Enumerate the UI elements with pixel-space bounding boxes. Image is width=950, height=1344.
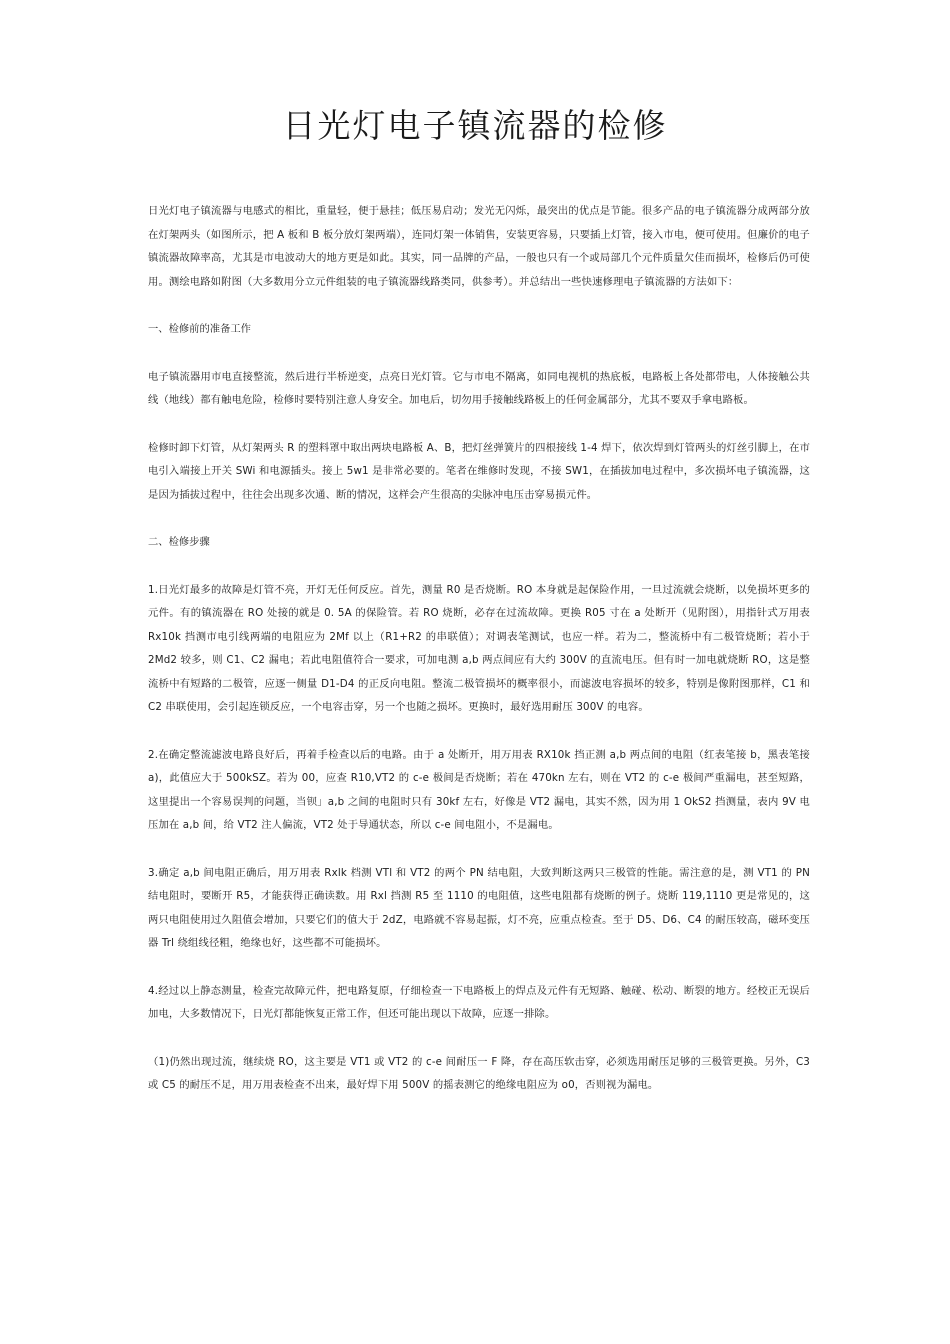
intro-paragraph: 日光灯电子镇流器与电感式的相比，重量轻，便于悬挂；低压易启动；发光无闪烁，最突出的优点是节能。很多产品的电子镇流器分成两部分放在灯架两头（如图所示，把 A 板和 B 板分放灯架两端），连同灯架一体销售，安装更容易，只要插上灯管，接入市电，便可使用。但廉价的电子镇流器故障率高，尤其是市电波动大的地方更是如此。其实，同一品牌的产品，一般也只有一个或局部几个元件质量欠佳而损坏，检修后仍可使用。测绘电路如附图（大多数用分立元件组装的电子镇流器线路类同，供参考）。并总结出一些快速修理电子镇流器的方法如下： <box>148 205 810 288</box>
preparation-paragraph-2: 检修时卸下灯管，从灯架两头 R 的塑料罩中取出两块电路板 A、B，把灯丝弹簧片的四根接线 1-4 焊下，依次焊到灯管两头的灯丝引脚上，在市电引入端接上开关 SWi 和电源插头。接上 5w1 是非常必要的。笔者在维修时发现，不接 SW1，在插拔加电过程中，多次损坏电子镇流器，这是因为插拔过程中，往往会出现多次通、断的情况，这样会产生很高的尖脉冲电压击穿易损元件。 <box>148 441 811 501</box>
fault-1-paragraph: （1)仍然出现过流，继续烧 RO，这主要是 VT1 或 VT2 的 c-e 间耐压一 F 降，存在高压软击穿，必须选用耐压足够的三极管更换。另外，C3 或 C5 的耐压不足，用万用表检查不出来，最好焊下用 500V 的摇表测它的绝缘电阻应为 o0，否则视为漏电。 <box>148 1055 810 1091</box>
section-heading-steps: 二、检修步骤 <box>148 536 210 548</box>
step-2-paragraph: 2.在确定整流滤波电路良好后，再着手检查以后的电路。由于 a 处断开，用万用表 RX10k 挡正测 a,b 两点间的电阻（红表笔接 b，黑表笔接 a)，此值应大于 500kSZ。若为 00，应查 R10,VT2 的 c-e 极间是否烧断；若在 470kn 左右，则在 VT2 的 c-e 极间严重漏电，甚至短路，这里提出一个容易误判的问题，当钡」a,b 之间的电阻时只有 30kf 左右，好像是 VT2 漏电，其实不然，因为用 1 OkS2 挡测量，表内 9V 电压加在 a,b 间，给 VT2 注人偏流，VT2 处于导通状态，所以 c-e 间电阻小，不是漏电。 <box>148 748 810 831</box>
step-3-paragraph: 3.确定 a,b 间电阻正确后，用万用表 Rxlk 档测 VTl 和 VT2 的两个 PN 结电阻，大致判断这两只三极管的性能。需注意的是，测 VT1 的 PN 结电阻时，要断开 R5，才能获得正确读数。用 Rxl 挡测 R5 至 1110 的电阻值，这些电阻都有烧断的例子。烧断 119,1110 更是常见的，这两只电阻使用过久阻值会增加，只要它们的值大于 2dZ，电路就不容易起振，灯不亮，应重点检查。至于 D5、D6、C4 的耐压较高，磁环变压器 Trl 绕组线径粗，绝缘也好，这些都不可能损坏。 <box>148 866 810 949</box>
document-body <box>148 200 810 1122</box>
section-heading-preparation: 一、检修前的准备工作 <box>148 323 251 335</box>
preparation-paragraph-1: 电子镇流器用市电直接整流，然后进行半桥逆变，点亮日光灯管。它与市电不隔离，如同电视机的热底板，电路板上各处都带电，人体接触公共线（地线）都有触电危险，检修时要特别注意人身安全。加电后，切勿用手接触线路板上的任何金属部分，尤其不要双手拿电路板。 <box>148 370 810 406</box>
document-title: 日光灯电子镇流器的检修 <box>282 106 668 145</box>
step-4-paragraph: 4.经过以上静态测量，检查完故障元件，把电路复原，仔细检查一下电路板上的焊点及元件有无短路、触碰、松动、断裂的地方。经校正无误后加电，大多数情况下，日光灯都能恢复正常工作，但还可能出现以下故障，应逐一排除。 <box>148 984 810 1020</box>
step-1-paragraph: 1.日光灯最多的故障是灯管不亮，开灯无任何反应。首先，测量 R0 是否烧断。RO 本身就是起保险作用，一旦过流就会烧断，以免损坏更多的元件。有的镇流器在 RO 处接的就是 0. 5A 的保险管。若 RO 烧断，必存在过流故障。更换 R05 寸在 a 处断开（见附图），用指针式万用表 Rx10k 挡测市电引线两端的电阻应为 2Mf 以上（R1+R2 的串联值）；对调表笔测试，也应一样。若为二，整流桥中有二极管烧断；若小于 2Md2 较多，则 C1、C2 漏电；若此电阻值符合一要求，可加电测 a,b 两点间应有大约 300V 的直流电压。但有时一加电就烧断 RO，这是整流桥中有短路的二极管，应逐一侧量 D1-D4 的正反向电阻。整流二极管损坏的概率很小，而滤波电容损坏的较多，特别是像附图那样，C1 和 C2 串联使用，会引起连锁反应，一个电容击穿，另一个也随之损坏。更换时，最好选用耐压 300V 的电容。 <box>148 583 810 713</box>
